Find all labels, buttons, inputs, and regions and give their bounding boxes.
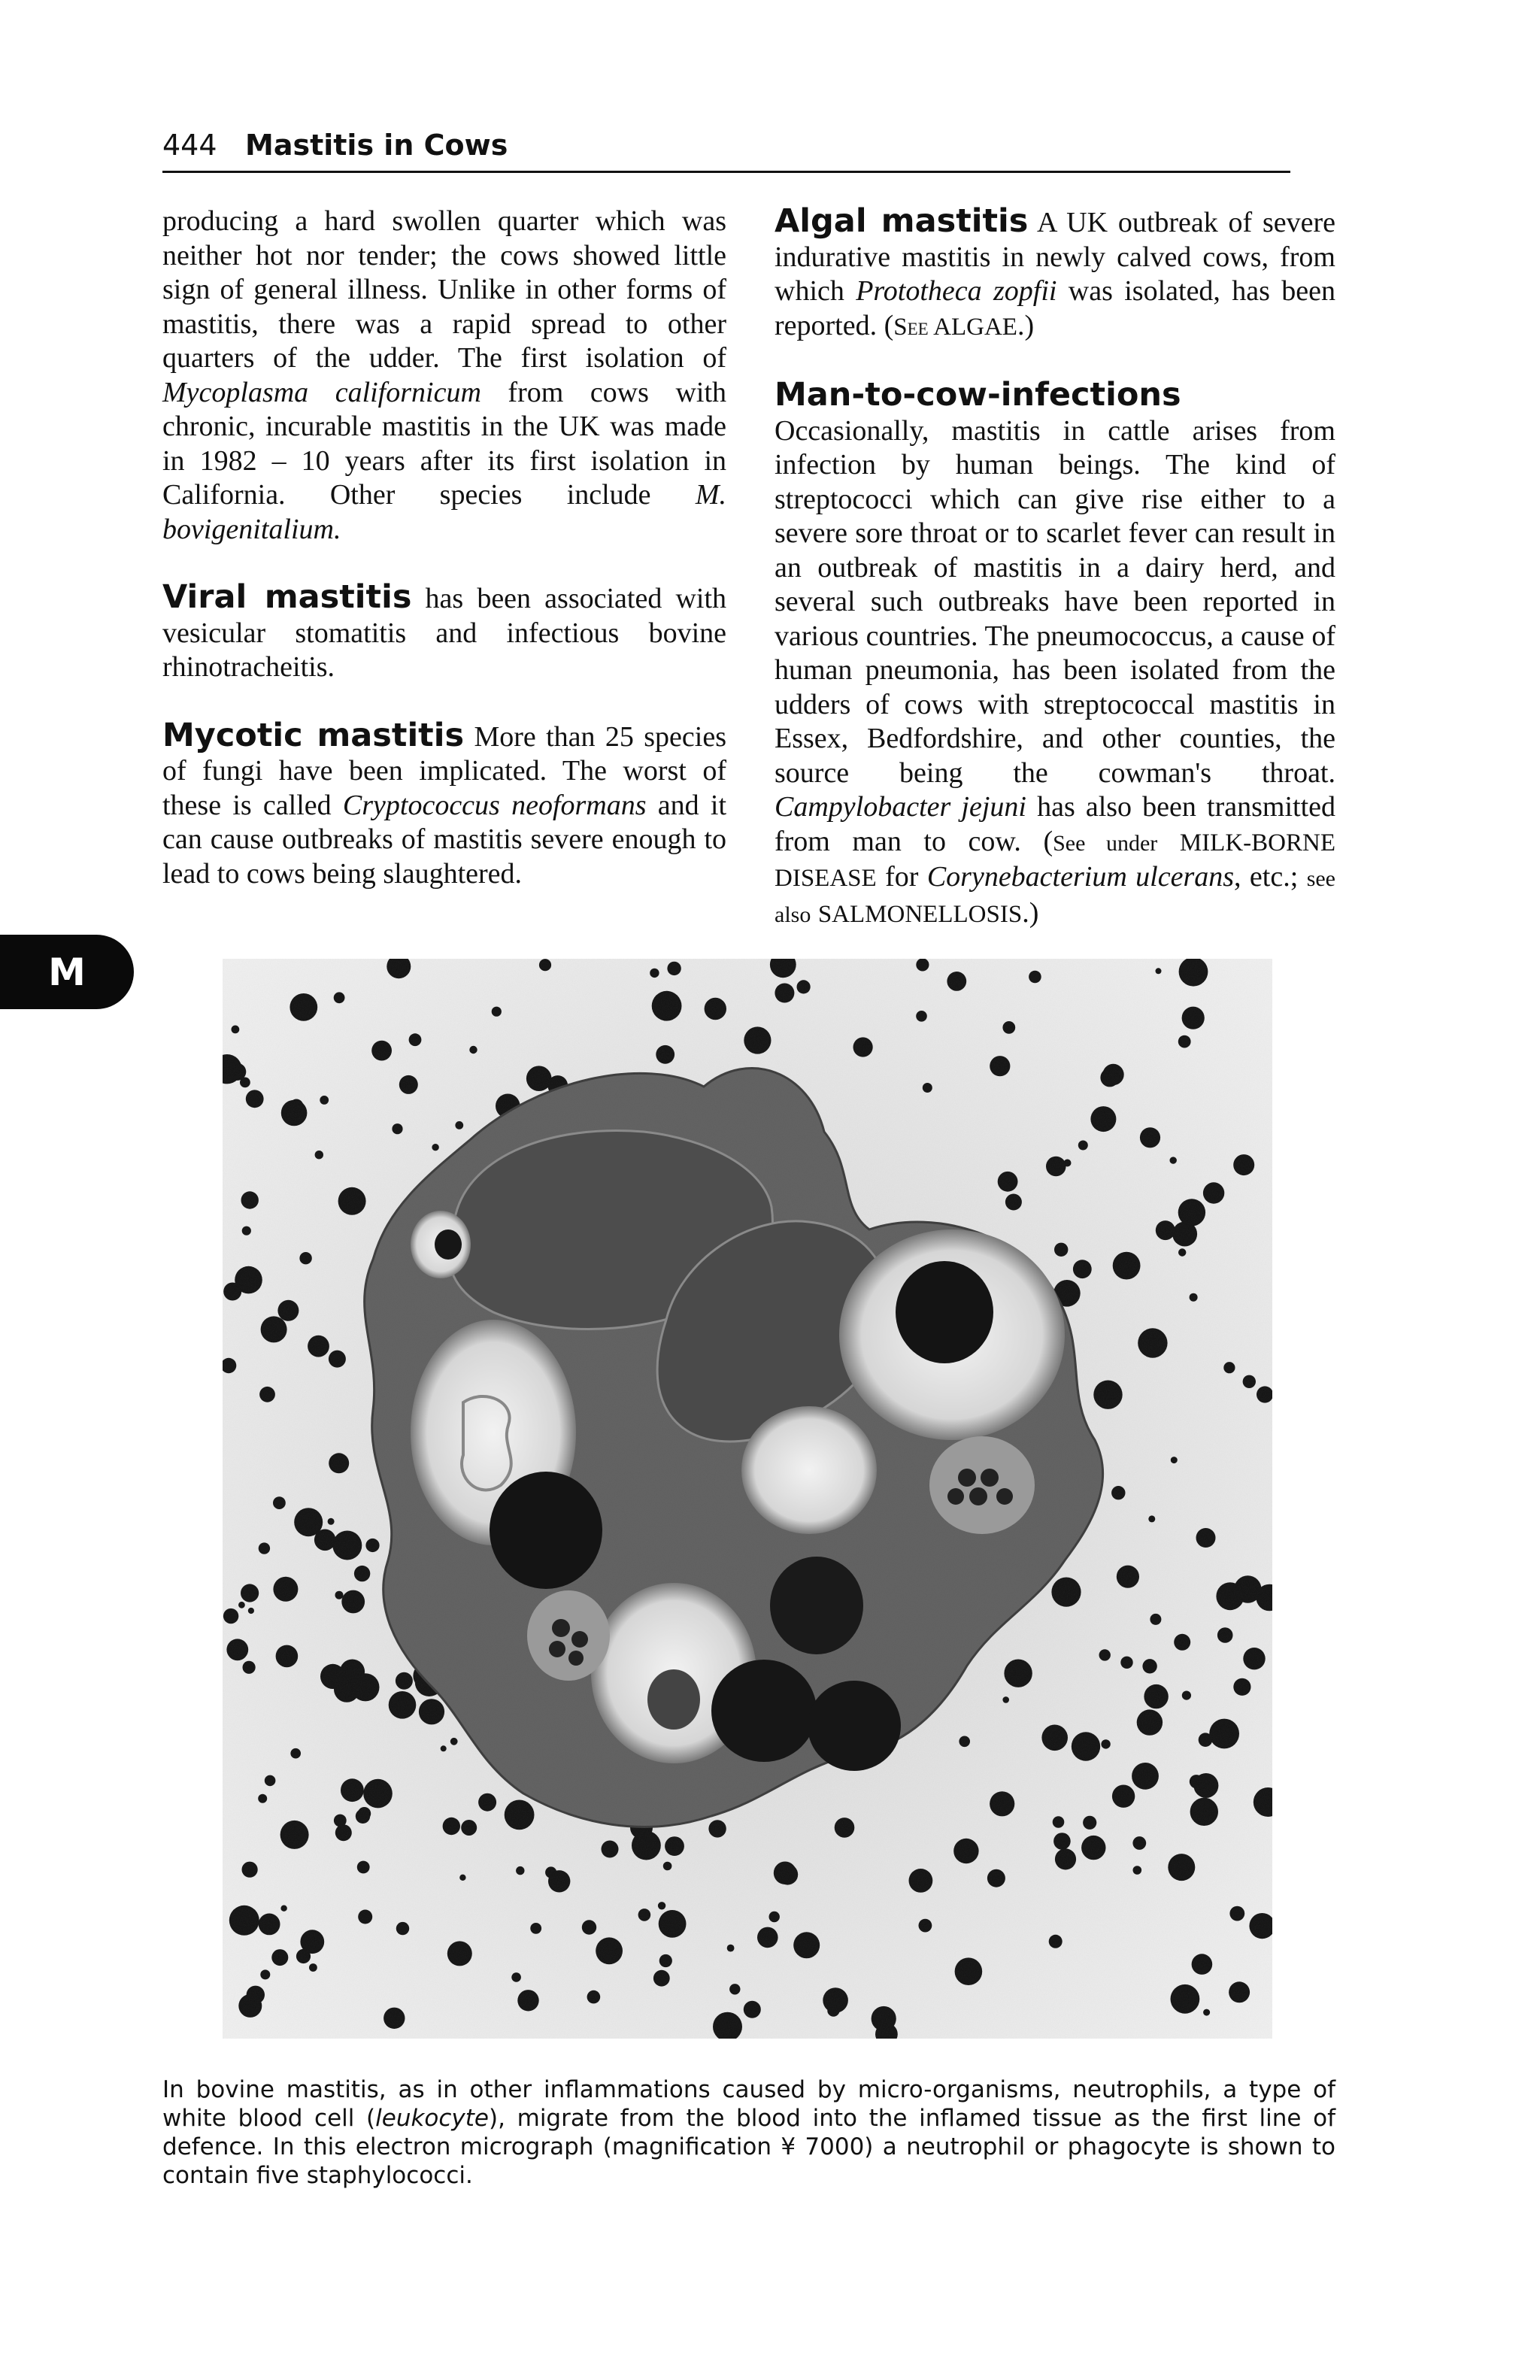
electron-micrograph-figure	[223, 959, 1272, 2039]
running-header	[162, 124, 1290, 173]
staphylococcus	[647, 1669, 700, 1730]
heading-man-to-cow-infections: Man-to-cow-infections	[775, 376, 1181, 414]
staphylococcus	[770, 1557, 863, 1654]
paragraph-mycoplasma: producing a hard swollen quarter which was neither hot nor tender; the cows showed little sign of general illness. Unlike in other forms of mastitis, there was a rapid spread to other quarters of the udder. The first isolation of Mycoplasma californicum from cows with chronic, incurable mastitis in the UK was made in 1982 – 10 years after its first isolation in California. Other species include M. bovigenitalium.	[162, 205, 726, 545]
heading-mycotic-mastitis: Mycotic mastitis	[162, 716, 465, 754]
heading-viral-mastitis: Viral mastitis	[162, 578, 412, 616]
micrograph-image	[223, 959, 1272, 2039]
staphylococcus	[896, 1261, 993, 1363]
staphylococcus	[808, 1681, 901, 1771]
thumb-index-tab	[0, 935, 134, 1009]
left-column	[162, 205, 726, 925]
vacuole	[929, 1436, 1035, 1534]
paragraph-mycotic-mastitis: Mycotic mastitis More than 25 species of fungi have been implicated. The worst of these is called Cryptococcus neoformans and it can cause outbreaks of mastitis severe enough to lead to cows being slaughtered.	[162, 716, 727, 890]
thumb-index-letter: M	[48, 950, 86, 994]
paragraph-viral-mastitis: Viral mastitis has been associated with vesicular stomatitis and infectious bovine rhinotracheitis.	[162, 578, 726, 683]
figure-caption: In bovine mastitis, as in other inflammations caused by micro-organisms, neutrophils, a type of white blood cell (leukocyte), migrate from the blood into the inflamed tissue as the first line of defence. In this electron micrograph (magnification ¥ 7000) a neutrophil or phagocyte is shown to contain five staphylococci.	[162, 2076, 1335, 2189]
cross-ref-salmonellosis: SALMONELLOSIS	[817, 900, 1023, 928]
staphylococcus	[435, 1229, 462, 1260]
right-column	[775, 202, 1335, 966]
vacuole	[741, 1406, 877, 1534]
cross-ref-algae: ALGAE	[933, 313, 1017, 341]
staphylococcus	[711, 1660, 817, 1762]
heading-algal-mastitis: Algal mastitis	[775, 202, 1029, 240]
paragraph-algal-mastitis: Algal mastitis A UK outbreak of severe indurative mastitis in newly calved cows, from which Prototheca zopfii was isolated, has been reported. (See ALGAE.)	[775, 202, 1335, 341]
running-title: Mastitis in Cows	[245, 129, 508, 162]
page-number: 444	[162, 129, 217, 162]
cross-ref-milk-borne-disease: MILK-BORNE DISEASE	[775, 829, 1335, 892]
staphylococcus	[490, 1472, 602, 1589]
paragraph-man-to-cow: Man-to-cow-infections Occasionally, mastitis in cattle arises from infection by human beings. The kind of streptococci which can give rise either to a severe sore throat or to scarlet fever can result in an outbreak of mastitis in a dairy herd, and several such outbreaks have been reported in various countries. The pneumococcus, a cause of human pneumonia, has been isolated from the udders of cows with streptococcal mastitis in Essex, Bedfordshire, and other counties, the source being the cowman's throat. Campylobacter jejuni has also been transmitted from man to cow. (See under MILK-BORNE DISEASE for Corynebacterium ulcerans, etc.; see also SALMONELLOSIS.)	[775, 376, 1335, 929]
vacuole	[527, 1590, 610, 1681]
